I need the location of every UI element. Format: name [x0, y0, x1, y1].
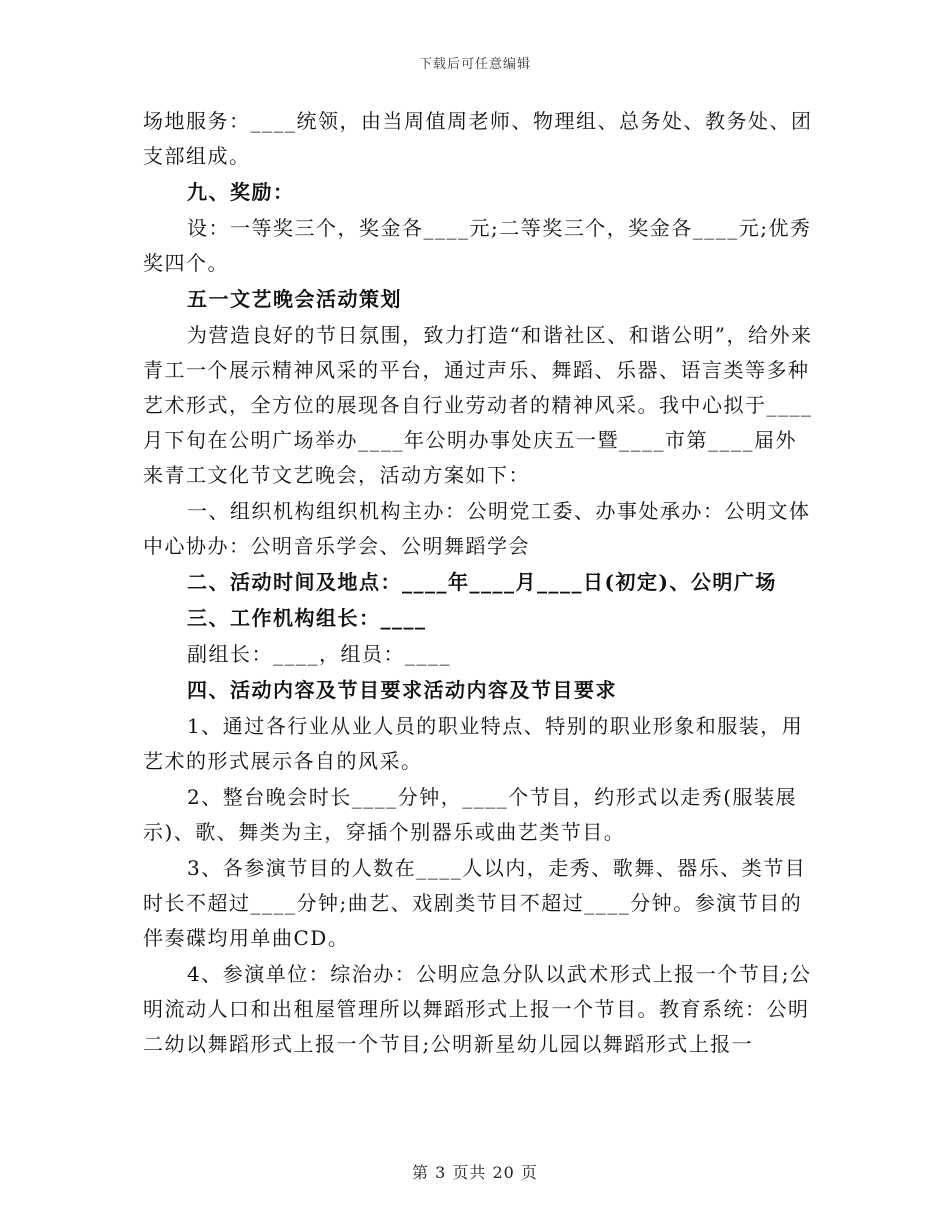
paragraph-venue-service: 场地服务：____统领，由当周值周老师、物理组、总务处、教务处、团支部组成。 — [143, 109, 813, 168]
section-title: 五一文艺晚会活动策划 — [187, 287, 402, 311]
heading-content-requirements: 四、活动内容及节目要求活动内容及节目要求 — [187, 678, 617, 702]
page-header: 下载后可任意编辑 — [418, 57, 531, 72]
paragraph-organization: 一、组织机构组织机构主办：公明党工委、办事处承办：公明文体中心协办：公明音乐学会、公明舞蹈学会 — [143, 499, 811, 558]
paragraph-awards: 设：一等奖三个，奖金各____元;二等奖三个，奖金各____元;优秀奖四个。 — [143, 216, 812, 275]
paragraph-item-2: 2、整台晚会时长____分钟，____个节目，约形式以走秀(服装展示)、歌、舞类为主，穿插个别器乐或曲艺类节目。 — [143, 785, 798, 844]
heading-work-organization: 三、工作机构组长：____ — [187, 606, 427, 630]
page-footer: 第 3 页共 20 页 — [412, 1163, 538, 1182]
paragraph-item-3: 3、各参演节目的人数在____人以内，走秀、歌舞、器乐、类节目时长不超过____分钟;曲艺、戏剧类节目不超过____分钟。参演节目的伴奏碟均用单曲CD。 — [143, 856, 807, 950]
heading-awards: 九、奖励： — [187, 180, 295, 204]
paragraph-intro: 为营造良好的节日氛围，致力打造“和谐社区、和谐公明”，给外来青工一个展示精神风采的平台，通过声乐、舞蹈、乐器、语言类等多种艺术形式，全方位的展现各自行业劳动者的精神风采。我中心拟于____月下旬在公明广场举办____年公明办事处庆五一暨____市第____届外来青工文化节文艺晚会，活动方案如下： — [143, 323, 813, 487]
heading-time-location: 二、活动时间及地点：____年____月____日(初定)、公明广场 — [187, 570, 777, 594]
document-body — [143, 104, 815, 1063]
paragraph-members: 副组长：____，组员：____ — [187, 642, 451, 666]
paragraph-item-4: 4、参演单位：综治办：公明应急分队以武术形式上报一个节目;公明流动人口和出租屋管理所以舞蹈形式上报一个节目。教育系统：公明二幼以舞蹈形式上报一个节目;公明新星幼儿园以舞蹈形式上报一 — [143, 962, 812, 1056]
paragraph-item-1: 1、通过各行业从业人员的职业特点、特别的职业形象和服装，用艺术的形式展示各自的风采。 — [143, 714, 804, 773]
